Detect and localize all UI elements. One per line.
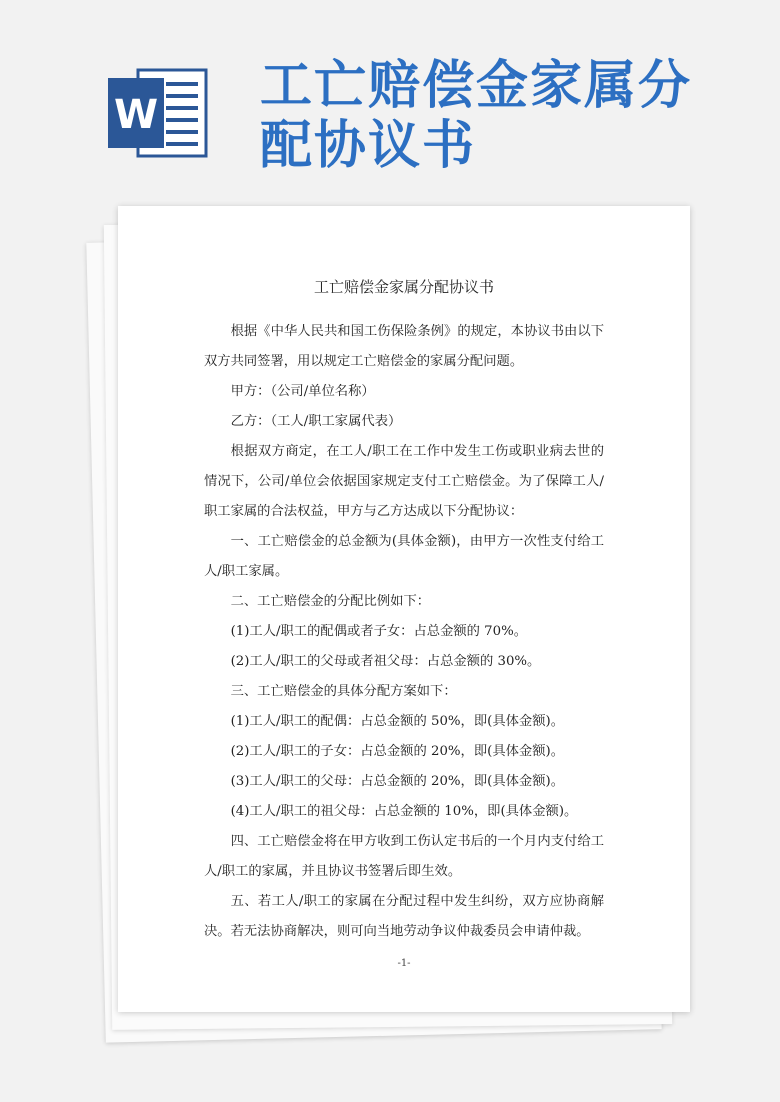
paragraph-background: 根据双方商定，在工人/职工在工作中发生工伤或职业病去世的情况下，公司/单位会依据国家规定支付工亡赔偿金。为了保障工人/职工家属的合法权益，甲方与乙方达成以下分配协议：	[204, 444, 604, 519]
paragraph-party-b: 乙方：（工人/职工家属代表）	[230, 414, 402, 429]
clause-3-item-1: (1)工人/职工的配偶：占总金额的 50%，即(具体金额)。	[230, 714, 565, 729]
clause-2: 二、工亡赔偿金的分配比例如下：	[230, 594, 431, 609]
paragraph-party-a: 甲方：（公司/单位名称）	[230, 384, 375, 399]
clause-5: 五、若工人/职工的家属在分配过程中发生纠纷，双方应协商解决。若无法协商解决，则可向当地劳动争议仲裁委员会申请仲裁。	[204, 894, 604, 939]
page-number: -1-	[397, 958, 411, 969]
clause-3-item-2: (2)工人/职工的子女：占总金额的 20%，即(具体金额)。	[230, 744, 565, 759]
paragraph-intro: 根据《中华人民共和国工伤保险条例》的规定，本协议书由以下双方共同签署，用以规定工亡赔偿金的家属分配问题。	[204, 324, 604, 369]
clause-3-item-3: (3)工人/职工的父母：占总金额的 20%，即(具体金额)。	[230, 774, 565, 789]
clause-1: 一、工亡赔偿金的总金额为(具体金额)，由甲方一次性支付给工人/职工家属。	[204, 534, 604, 579]
word-document-icon	[108, 66, 208, 160]
page-title: 工亡赔偿金家属分配协议书	[260, 56, 693, 176]
word-icon-letter: W	[113, 92, 159, 138]
clause-2-item-1: (1)工人/职工的配偶或者子女：占总金额的 70%。	[230, 624, 528, 639]
clause-2-item-2: (2)工人/职工的父母或者祖父母：占总金额的 30%。	[230, 654, 541, 669]
clause-3-item-4: (4)工人/职工的祖父母：占总金额的 10%，即(具体金额)。	[230, 804, 578, 819]
clause-4: 四、工亡赔偿金将在甲方收到工伤认定书后的一个月内支付给工人/职工的家属，并且协议书签署后即生效。	[204, 834, 604, 879]
document-body	[204, 317, 604, 947]
clause-3: 三、工亡赔偿金的具体分配方案如下：	[230, 684, 457, 699]
document-page	[118, 206, 690, 1012]
document-title: 工亡赔偿金家属分配协议书	[313, 278, 494, 296]
